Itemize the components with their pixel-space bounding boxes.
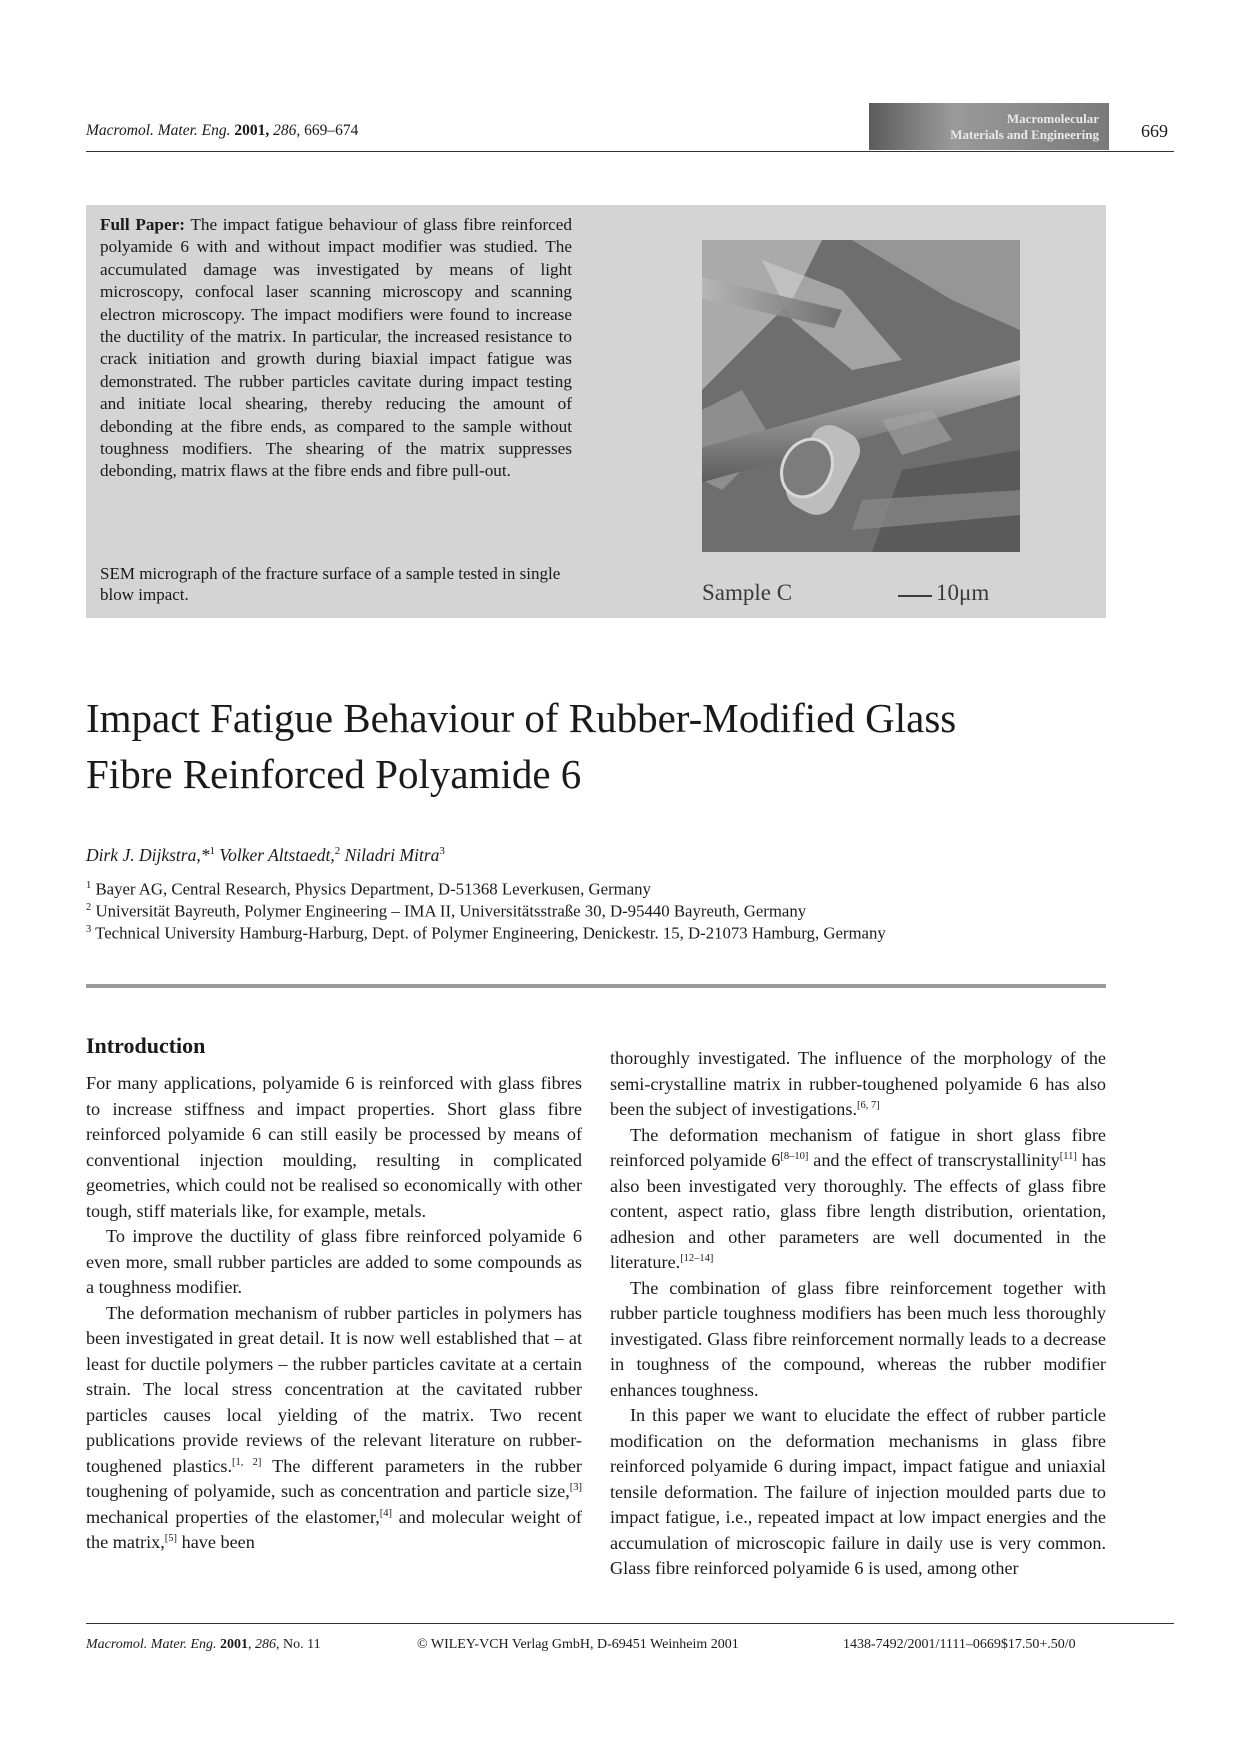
sem-micrograph xyxy=(702,240,1020,552)
text-run: The deformation mechanism of rubber particles in polymers has been investigated in great detail. It is now well established that – at least for ductile polymers – the rubber particles cavitate at a certain strain. The local stress concentration at the cavitated rubber particles causes local yielding of the matrix. Two recent publications provide reviews of the relevant literature on rubber-toughened plastics. xyxy=(86,1302,582,1476)
paper-title xyxy=(86,690,1146,802)
text-run: and the effect of transcrystallinity xyxy=(808,1150,1060,1170)
paragraph: In this paper we want to elucidate the effect of rubber particle modification on the deformation mechanisms in glass fibre reinforced polyamide 6 during impact, impact fatigue and uniaxial tensile deformation. The failure of injection moulded parts due to impact fatigue, i.e., repeated impact at low impact energies and the accumulation of microscopic failure in daily use is very common. Glass fibre reinforced polyamide 6 is used, among other xyxy=(610,1405,1106,1578)
abstract-text xyxy=(100,214,572,483)
sem-scale-bar xyxy=(898,595,932,597)
sem-micrograph-svg xyxy=(702,240,1020,552)
figure-caption: SEM micrograph of the fracture surface of a sample tested in single blow impact. xyxy=(100,564,561,604)
author-1: Dirk J. Dijkstra,* xyxy=(86,845,210,865)
citation: [6, 7] xyxy=(857,1099,880,1111)
title-line-1: Impact Fatigue Behaviour of Rubber-Modified Glass xyxy=(86,695,957,741)
abstract-body: The impact fatigue behaviour of glass fibre reinforced polyamide 6 with and without impact modifier was studied. The accumulated damage was investigated by means of light microscopy, confocal laser scanning microscopy and scanning electron microscopy. The impact modifiers were found to increase the ductility of the matrix. In particular, the increased resistance to crack initiation and growth during biaxial impact fatigue was demonstrated. The rubber particles cavitate during impact testing and initiate local shearing, thereby reducing the amount of debonding at the fibre ends, as compared to the sample without toughness modifiers. The shearing of the matrix suppresses debonding, matrix flaws at the fibre ends and fibre pull-out. xyxy=(100,215,572,481)
abstract-label: Full Paper: xyxy=(100,215,185,234)
footer-journal: Macromol. Mater. Eng. xyxy=(86,1637,217,1652)
footer-volume: 286 xyxy=(255,1637,277,1652)
text-run: and molecular weight of the matrix, xyxy=(86,1506,582,1552)
author-list xyxy=(86,845,445,866)
citation: [3] xyxy=(569,1481,582,1493)
paragraph xyxy=(610,1123,1106,1276)
text-run: mechanical properties of the elastomer, xyxy=(86,1506,380,1527)
footer-issue: No. 11 xyxy=(283,1637,321,1652)
journal-abbrev: Macromol. Mater. Eng. xyxy=(86,122,231,139)
affiliation-text: Bayer AG, Central Research, Physics Department, D-51368 Leverkusen, Germany xyxy=(95,879,651,899)
logo-line-2: Materials and Engineering xyxy=(950,127,1099,142)
paragraph: The combination of glass fibre reinforcement together with rubber particle toughness modifiers has been much less thoroughly investigated. Glass fibre reinforcement normally leads to a decrease in toughness of the compound, whereas the rubber modifier enhances toughness. xyxy=(610,1277,1106,1400)
journal-volume: 286, xyxy=(273,122,301,139)
paragraph xyxy=(86,1301,582,1556)
citation: [5] xyxy=(164,1532,178,1544)
logo-line-1: Macromolecular xyxy=(1006,111,1099,126)
text-run: The deformation mechanism of fatigue in short glass fibre reinforced polyamide 6 xyxy=(610,1124,1106,1170)
affiliation-3 xyxy=(86,919,886,945)
sem-scale-label: 10μm xyxy=(936,580,990,605)
section-divider xyxy=(86,984,1106,988)
author-2-affil: 2 xyxy=(334,845,341,858)
footer-citation: Macromol. Mater. Eng. 2001, 286, No. 11 xyxy=(86,1637,321,1652)
title-line-2: Fibre Reinforced Polyamide 6 xyxy=(86,751,582,797)
affiliation-text: Universität Bayreuth, Polymer Engineering – IMA II, Universitätsstraße 30, D-95440 Bayreuth, Germany xyxy=(95,901,807,921)
text-run: The different parameters in the rubber toughening of polyamide, such as concentration and particle size, xyxy=(86,1455,582,1501)
page-number: 669 xyxy=(1141,121,1168,141)
paragraph: For many applications, polyamide 6 is reinforced with glass fibres to increase stiffness and impact properties. Short glass fibre reinforced polyamide 6 can still easily be processed by means of conventional injection moulding, resulting in complicated geometries, which could not be realised so economically with other tough, stiff materials like, for example, metals. xyxy=(86,1073,582,1221)
citation: [12–14] xyxy=(680,1252,714,1264)
citation: [4] xyxy=(379,1507,393,1519)
footer-year: 2001 xyxy=(220,1637,249,1652)
author-3-affil: 3 xyxy=(439,845,445,858)
footer-copyright: © WILEY-VCH Verlag GmbH, D-69451 Weinheim 2001 xyxy=(417,1637,739,1652)
citation: [11] xyxy=(1059,1150,1077,1162)
sem-sample-label: Sample C xyxy=(702,580,793,605)
section-heading: Introduction xyxy=(86,1033,206,1058)
text-run: has also been investigated very thoroughly. The effects of glass fibre content, aspect ratio, glass fibre length distribution, orientation, adhesion and other parameters are well documented in the literature. xyxy=(610,1150,1106,1272)
right-column xyxy=(610,1046,1106,1582)
running-head xyxy=(86,122,358,140)
text-run: have been xyxy=(177,1532,255,1552)
citation: [8–10] xyxy=(780,1150,809,1162)
affiliation-number: 3 xyxy=(86,924,92,935)
affiliation-text: Technical University Hamburg-Harburg, Dept. of Polymer Engineering, Denickestr. 15, D-21073 Hamburg, Germany xyxy=(95,923,886,943)
author-1-affil: 1 xyxy=(209,845,215,858)
left-column xyxy=(86,1071,582,1556)
citation: [1, 2] xyxy=(232,1456,262,1468)
affiliation-number: 1 xyxy=(86,880,92,891)
header-rule xyxy=(86,151,1174,152)
journal-pages: 669–674 xyxy=(304,122,359,139)
footer-code: 1438-7492/2001/1111–0669$17.50+.50/0 xyxy=(843,1637,1076,1652)
journal-year: 2001, xyxy=(234,122,270,139)
author-3: Niladri Mitra xyxy=(344,845,440,865)
text-run: thoroughly investigated. The influence of the morphology of the semi-crystalline matrix in rubber-toughened polyamide 6 has also been the subject of investigations. xyxy=(610,1048,1106,1119)
footer-rule xyxy=(86,1623,1174,1624)
author-2: Volker Altstaedt, xyxy=(219,845,335,865)
paragraph xyxy=(610,1046,1106,1123)
affiliation-number: 2 xyxy=(86,902,92,913)
paragraph: To improve the ductility of glass fibre reinforced polyamide 6 even more, small rubber particles are added to some compounds as a toughness modifier. xyxy=(86,1226,582,1297)
journal-logo xyxy=(869,103,1109,150)
